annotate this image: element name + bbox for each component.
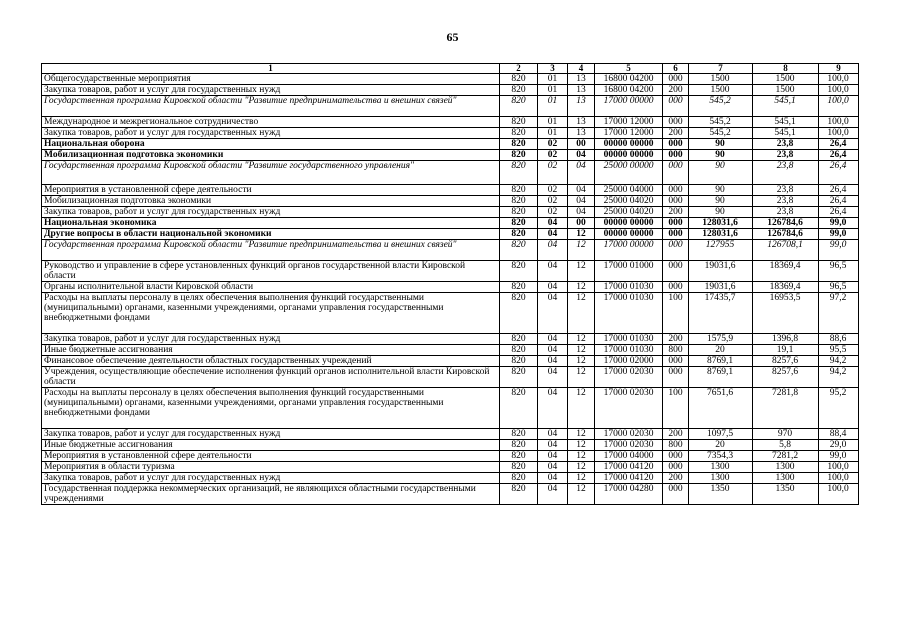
cell-ministry-code: 820 bbox=[500, 334, 538, 345]
cell-section: 04 bbox=[538, 367, 568, 388]
cell-planned: 545,2 bbox=[689, 96, 753, 117]
cell-percent: 96,5 bbox=[819, 261, 859, 282]
cell-expense-type: 000 bbox=[663, 462, 689, 473]
cell-subsection: 12 bbox=[568, 345, 595, 356]
cell-expense-type: 000 bbox=[663, 161, 689, 185]
cell-planned: 90 bbox=[689, 207, 753, 218]
table-row bbox=[42, 334, 859, 345]
column-header: 3 bbox=[538, 64, 568, 74]
cell-target-article: 17000 04000 bbox=[595, 451, 663, 462]
row-name: Органы исполнительной власти Кировской области bbox=[42, 282, 500, 293]
cell-actual: 126708,1 bbox=[753, 240, 819, 261]
cell-section: 04 bbox=[538, 451, 568, 462]
cell-ministry-code: 820 bbox=[500, 139, 538, 150]
cell-ministry-code: 820 bbox=[500, 150, 538, 161]
row-name: Мероприятия в установленной сфере деятельности bbox=[42, 185, 500, 196]
cell-actual: 23,8 bbox=[753, 185, 819, 196]
cell-ministry-code: 820 bbox=[500, 440, 538, 451]
cell-section: 04 bbox=[538, 334, 568, 345]
cell-ministry-code: 820 bbox=[500, 293, 538, 334]
cell-ministry-code: 820 bbox=[500, 462, 538, 473]
cell-percent: 100,0 bbox=[819, 473, 859, 484]
cell-planned: 7651,6 bbox=[689, 388, 753, 429]
cell-expense-type: 000 bbox=[663, 451, 689, 462]
cell-expense-type: 000 bbox=[663, 229, 689, 240]
cell-planned: 90 bbox=[689, 150, 753, 161]
cell-subsection: 00 bbox=[568, 139, 595, 150]
cell-ministry-code: 820 bbox=[500, 282, 538, 293]
header-row bbox=[42, 64, 859, 74]
cell-expense-type: 800 bbox=[663, 440, 689, 451]
row-name: Закупка товаров, работ и услуг для государственных нужд bbox=[42, 85, 500, 96]
cell-expense-type: 000 bbox=[663, 261, 689, 282]
row-name: Учреждения, осуществляющие обеспечение исполнения функций органов исполнительной власти Кировской области bbox=[42, 367, 500, 388]
cell-expense-type: 200 bbox=[663, 85, 689, 96]
cell-expense-type: 000 bbox=[663, 150, 689, 161]
cell-percent: 100,0 bbox=[819, 96, 859, 117]
row-name: Национальная оборона bbox=[42, 139, 500, 150]
cell-target-article: 00000 00000 bbox=[595, 218, 663, 229]
cell-target-article: 17000 04280 bbox=[595, 484, 663, 505]
table-row bbox=[42, 345, 859, 356]
cell-expense-type: 000 bbox=[663, 356, 689, 367]
cell-actual: 23,8 bbox=[753, 150, 819, 161]
cell-expense-type: 200 bbox=[663, 207, 689, 218]
table-row bbox=[42, 196, 859, 207]
column-header: 8 bbox=[753, 64, 819, 74]
cell-expense-type: 200 bbox=[663, 128, 689, 139]
cell-target-article: 25000 00000 bbox=[595, 161, 663, 185]
cell-actual: 8257,6 bbox=[753, 367, 819, 388]
cell-target-article: 17000 01030 bbox=[595, 334, 663, 345]
row-name: Мероприятия в установленной сфере деятельности bbox=[42, 451, 500, 462]
row-name: Закупка товаров, работ и услуг для государственных нужд bbox=[42, 334, 500, 345]
cell-actual: 19,1 bbox=[753, 345, 819, 356]
cell-expense-type: 000 bbox=[663, 117, 689, 128]
row-name: Государственная поддержка некоммерческих организаций, не являющихся областными государственными учреждениями bbox=[42, 484, 500, 505]
cell-planned: 20 bbox=[689, 440, 753, 451]
row-name: Мобилизационная подготовка экономики bbox=[42, 150, 500, 161]
cell-target-article: 17000 02030 bbox=[595, 367, 663, 388]
cell-target-article: 17000 04120 bbox=[595, 473, 663, 484]
column-header: 7 bbox=[689, 64, 753, 74]
cell-planned: 1300 bbox=[689, 473, 753, 484]
cell-ministry-code: 820 bbox=[500, 451, 538, 462]
row-name: Общегосударственные мероприятия bbox=[42, 74, 500, 85]
cell-actual: 23,8 bbox=[753, 207, 819, 218]
table-row bbox=[42, 356, 859, 367]
cell-actual: 18369,4 bbox=[753, 261, 819, 282]
table-row bbox=[42, 282, 859, 293]
cell-percent: 99,0 bbox=[819, 229, 859, 240]
cell-planned: 545,2 bbox=[689, 128, 753, 139]
cell-subsection: 12 bbox=[568, 484, 595, 505]
table-row bbox=[42, 451, 859, 462]
table-row bbox=[42, 85, 859, 96]
cell-percent: 99,0 bbox=[819, 218, 859, 229]
column-header: 2 bbox=[500, 64, 538, 74]
cell-section: 01 bbox=[538, 74, 568, 85]
cell-percent: 26,4 bbox=[819, 207, 859, 218]
cell-target-article: 17000 02030 bbox=[595, 388, 663, 429]
cell-section: 02 bbox=[538, 161, 568, 185]
cell-planned: 1097,5 bbox=[689, 429, 753, 440]
cell-planned: 19031,6 bbox=[689, 261, 753, 282]
table-row bbox=[42, 240, 859, 261]
table-row bbox=[42, 74, 859, 85]
cell-percent: 88,6 bbox=[819, 334, 859, 345]
cell-target-article: 00000 00000 bbox=[595, 139, 663, 150]
cell-expense-type: 000 bbox=[663, 367, 689, 388]
column-header: 4 bbox=[568, 64, 595, 74]
table-row bbox=[42, 429, 859, 440]
cell-section: 04 bbox=[538, 440, 568, 451]
table-header bbox=[42, 64, 859, 74]
cell-actual: 16953,5 bbox=[753, 293, 819, 334]
cell-subsection: 12 bbox=[568, 429, 595, 440]
row-name: Другие вопросы в области национальной экономики bbox=[42, 229, 500, 240]
cell-section: 04 bbox=[538, 462, 568, 473]
cell-subsection: 12 bbox=[568, 440, 595, 451]
cell-ministry-code: 820 bbox=[500, 161, 538, 185]
cell-percent: 88,4 bbox=[819, 429, 859, 440]
cell-section: 04 bbox=[538, 282, 568, 293]
cell-planned: 90 bbox=[689, 185, 753, 196]
cell-percent: 29,0 bbox=[819, 440, 859, 451]
cell-ministry-code: 820 bbox=[500, 345, 538, 356]
cell-actual: 1300 bbox=[753, 473, 819, 484]
cell-subsection: 04 bbox=[568, 161, 595, 185]
cell-ministry-code: 820 bbox=[500, 429, 538, 440]
row-name: Закупка товаров, работ и услуг для государственных нужд bbox=[42, 207, 500, 218]
cell-percent: 26,4 bbox=[819, 161, 859, 185]
cell-ministry-code: 820 bbox=[500, 207, 538, 218]
table-row bbox=[42, 261, 859, 282]
table-row bbox=[42, 484, 859, 505]
cell-actual: 23,8 bbox=[753, 161, 819, 185]
cell-planned: 90 bbox=[689, 161, 753, 185]
cell-ministry-code: 820 bbox=[500, 96, 538, 117]
cell-ministry-code: 820 bbox=[500, 473, 538, 484]
cell-subsection: 13 bbox=[568, 128, 595, 139]
cell-target-article: 17000 02000 bbox=[595, 356, 663, 367]
cell-expense-type: 000 bbox=[663, 196, 689, 207]
cell-expense-type: 200 bbox=[663, 473, 689, 484]
row-name: Закупка товаров, работ и услуг для государственных нужд bbox=[42, 429, 500, 440]
table-row bbox=[42, 440, 859, 451]
cell-ministry-code: 820 bbox=[500, 74, 538, 85]
cell-section: 01 bbox=[538, 128, 568, 139]
cell-target-article: 17000 01000 bbox=[595, 261, 663, 282]
column-header: 9 bbox=[819, 64, 859, 74]
cell-planned: 8769,1 bbox=[689, 367, 753, 388]
cell-section: 02 bbox=[538, 207, 568, 218]
cell-subsection: 12 bbox=[568, 473, 595, 484]
cell-subsection: 12 bbox=[568, 282, 595, 293]
cell-subsection: 04 bbox=[568, 207, 595, 218]
cell-expense-type: 000 bbox=[663, 96, 689, 117]
column-header: 6 bbox=[663, 64, 689, 74]
cell-section: 04 bbox=[538, 261, 568, 282]
table-row bbox=[42, 150, 859, 161]
row-name: Финансовое обеспечение деятельности областных государственных учреждений bbox=[42, 356, 500, 367]
cell-target-article: 17000 02030 bbox=[595, 429, 663, 440]
table-row bbox=[42, 473, 859, 484]
cell-ministry-code: 820 bbox=[500, 388, 538, 429]
cell-percent: 97,2 bbox=[819, 293, 859, 334]
table-row bbox=[42, 207, 859, 218]
cell-percent: 96,5 bbox=[819, 282, 859, 293]
cell-actual: 1500 bbox=[753, 85, 819, 96]
cell-section: 04 bbox=[538, 240, 568, 261]
table-row bbox=[42, 185, 859, 196]
cell-percent: 100,0 bbox=[819, 85, 859, 96]
cell-subsection: 12 bbox=[568, 229, 595, 240]
cell-percent: 99,0 bbox=[819, 451, 859, 462]
table-row bbox=[42, 161, 859, 185]
cell-expense-type: 800 bbox=[663, 345, 689, 356]
cell-section: 02 bbox=[538, 185, 568, 196]
cell-target-article: 17000 01030 bbox=[595, 293, 663, 334]
cell-expense-type: 000 bbox=[663, 185, 689, 196]
table-row bbox=[42, 462, 859, 473]
table-body bbox=[42, 74, 859, 505]
cell-section: 04 bbox=[538, 229, 568, 240]
cell-actual: 126784,6 bbox=[753, 229, 819, 240]
cell-planned: 1575,9 bbox=[689, 334, 753, 345]
cell-expense-type: 000 bbox=[663, 139, 689, 150]
cell-expense-type: 200 bbox=[663, 429, 689, 440]
cell-planned: 1500 bbox=[689, 74, 753, 85]
cell-actual: 1500 bbox=[753, 74, 819, 85]
cell-actual: 545,1 bbox=[753, 96, 819, 117]
cell-percent: 26,4 bbox=[819, 185, 859, 196]
cell-section: 04 bbox=[538, 293, 568, 334]
cell-actual: 23,8 bbox=[753, 139, 819, 150]
cell-planned: 7354,3 bbox=[689, 451, 753, 462]
cell-target-article: 17000 00000 bbox=[595, 96, 663, 117]
cell-actual: 18369,4 bbox=[753, 282, 819, 293]
cell-subsection: 13 bbox=[568, 96, 595, 117]
cell-subsection: 13 bbox=[568, 117, 595, 128]
cell-subsection: 12 bbox=[568, 462, 595, 473]
cell-expense-type: 100 bbox=[663, 388, 689, 429]
cell-subsection: 13 bbox=[568, 85, 595, 96]
cell-percent: 99,0 bbox=[819, 240, 859, 261]
cell-planned: 545,2 bbox=[689, 117, 753, 128]
cell-target-article: 17000 04120 bbox=[595, 462, 663, 473]
cell-ministry-code: 820 bbox=[500, 484, 538, 505]
cell-planned: 90 bbox=[689, 196, 753, 207]
row-name: Руководство и управление в сфере установленных функций органов государственной власти Кировской области bbox=[42, 261, 500, 282]
cell-percent: 100,0 bbox=[819, 462, 859, 473]
table-row bbox=[42, 229, 859, 240]
cell-target-article: 00000 00000 bbox=[595, 229, 663, 240]
cell-ministry-code: 820 bbox=[500, 218, 538, 229]
cell-target-article: 00000 00000 bbox=[595, 150, 663, 161]
table-row bbox=[42, 388, 859, 429]
cell-ministry-code: 820 bbox=[500, 367, 538, 388]
cell-section: 02 bbox=[538, 139, 568, 150]
row-name: Мероприятия в области туризма bbox=[42, 462, 500, 473]
cell-section: 02 bbox=[538, 150, 568, 161]
cell-subsection: 04 bbox=[568, 150, 595, 161]
cell-subsection: 12 bbox=[568, 451, 595, 462]
cell-target-article: 16800 04200 bbox=[595, 85, 663, 96]
cell-section: 04 bbox=[538, 218, 568, 229]
cell-ministry-code: 820 bbox=[500, 117, 538, 128]
cell-actual: 545,1 bbox=[753, 117, 819, 128]
cell-planned: 17435,7 bbox=[689, 293, 753, 334]
cell-actual: 1396,8 bbox=[753, 334, 819, 345]
cell-percent: 100,0 bbox=[819, 484, 859, 505]
cell-percent: 26,4 bbox=[819, 139, 859, 150]
cell-expense-type: 000 bbox=[663, 282, 689, 293]
cell-section: 04 bbox=[538, 429, 568, 440]
column-header: 5 bbox=[595, 64, 663, 74]
cell-section: 01 bbox=[538, 117, 568, 128]
cell-actual: 5,8 bbox=[753, 440, 819, 451]
cell-percent: 26,4 bbox=[819, 150, 859, 161]
table-row bbox=[42, 367, 859, 388]
cell-subsection: 12 bbox=[568, 388, 595, 429]
cell-planned: 127955 bbox=[689, 240, 753, 261]
cell-expense-type: 000 bbox=[663, 218, 689, 229]
table-row bbox=[42, 293, 859, 334]
row-name: Международное и межрегиональное сотрудничество bbox=[42, 117, 500, 128]
cell-planned: 19031,6 bbox=[689, 282, 753, 293]
row-name: Государственная программа Кировской области "Развитие предпринимательства и внешних связей" bbox=[42, 240, 500, 261]
row-name: Государственная программа Кировской области "Развитие предпринимательства и внешних связей" bbox=[42, 96, 500, 117]
cell-ministry-code: 820 bbox=[500, 261, 538, 282]
cell-planned: 128031,6 bbox=[689, 218, 753, 229]
cell-section: 01 bbox=[538, 96, 568, 117]
cell-subsection: 12 bbox=[568, 240, 595, 261]
cell-ministry-code: 820 bbox=[500, 229, 538, 240]
cell-actual: 545,1 bbox=[753, 128, 819, 139]
cell-target-article: 17000 02030 bbox=[595, 440, 663, 451]
table-row bbox=[42, 218, 859, 229]
cell-percent: 94,2 bbox=[819, 367, 859, 388]
cell-target-article: 17000 12000 bbox=[595, 117, 663, 128]
cell-percent: 95,5 bbox=[819, 345, 859, 356]
cell-section: 01 bbox=[538, 85, 568, 96]
cell-section: 04 bbox=[538, 473, 568, 484]
cell-percent: 100,0 bbox=[819, 74, 859, 85]
cell-subsection: 12 bbox=[568, 261, 595, 282]
cell-actual: 7281,8 bbox=[753, 388, 819, 429]
row-name: Иные бюджетные ассигнования bbox=[42, 345, 500, 356]
cell-target-article: 17000 12000 bbox=[595, 128, 663, 139]
cell-planned: 8769,1 bbox=[689, 356, 753, 367]
row-name: Закупка товаров, работ и услуг для государственных нужд bbox=[42, 473, 500, 484]
cell-subsection: 00 bbox=[568, 218, 595, 229]
cell-ministry-code: 820 bbox=[500, 240, 538, 261]
row-name: Расходы на выплаты персоналу в целях обеспечения выполнения функций государственными (муниципальными) органами, казенными учреждениями, органами управления государственными внебюджетными фондами bbox=[42, 388, 500, 429]
cell-section: 04 bbox=[538, 345, 568, 356]
cell-percent: 26,4 bbox=[819, 196, 859, 207]
cell-expense-type: 000 bbox=[663, 484, 689, 505]
cell-ministry-code: 820 bbox=[500, 185, 538, 196]
cell-actual: 1350 bbox=[753, 484, 819, 505]
row-name: Закупка товаров, работ и услуг для государственных нужд bbox=[42, 128, 500, 139]
cell-percent: 100,0 bbox=[819, 128, 859, 139]
cell-percent: 94,2 bbox=[819, 356, 859, 367]
cell-percent: 100,0 bbox=[819, 117, 859, 128]
cell-section: 04 bbox=[538, 484, 568, 505]
cell-ministry-code: 820 bbox=[500, 85, 538, 96]
cell-planned: 1350 bbox=[689, 484, 753, 505]
row-name: Расходы на выплаты персоналу в целях обеспечения выполнения функций государственными (муниципальными) органами, казенными учреждениями, органами управления государственными внебюджетными фондами bbox=[42, 293, 500, 334]
cell-section: 04 bbox=[538, 356, 568, 367]
cell-actual: 1300 bbox=[753, 462, 819, 473]
row-name: Мобилизационная подготовка экономики bbox=[42, 196, 500, 207]
cell-planned: 128031,6 bbox=[689, 229, 753, 240]
cell-subsection: 12 bbox=[568, 334, 595, 345]
cell-subsection: 12 bbox=[568, 356, 595, 367]
cell-subsection: 04 bbox=[568, 185, 595, 196]
cell-target-article: 17000 00000 bbox=[595, 240, 663, 261]
cell-percent: 95,2 bbox=[819, 388, 859, 429]
cell-target-article: 16800 04200 bbox=[595, 74, 663, 85]
cell-ministry-code: 820 bbox=[500, 196, 538, 207]
cell-subsection: 04 bbox=[568, 196, 595, 207]
row-name: Национальная экономика bbox=[42, 218, 500, 229]
cell-target-article: 25000 04020 bbox=[595, 207, 663, 218]
column-header: 1 bbox=[42, 64, 500, 74]
table-row bbox=[42, 139, 859, 150]
budget-table bbox=[41, 63, 859, 505]
table-row bbox=[42, 128, 859, 139]
row-name: Иные бюджетные ассигнования bbox=[42, 440, 500, 451]
cell-expense-type: 000 bbox=[663, 74, 689, 85]
cell-target-article: 17000 01030 bbox=[595, 282, 663, 293]
cell-expense-type: 100 bbox=[663, 293, 689, 334]
cell-planned: 90 bbox=[689, 139, 753, 150]
cell-subsection: 13 bbox=[568, 74, 595, 85]
cell-target-article: 25000 04020 bbox=[595, 196, 663, 207]
cell-target-article: 25000 04000 bbox=[595, 185, 663, 196]
cell-section: 04 bbox=[538, 388, 568, 429]
cell-section: 02 bbox=[538, 196, 568, 207]
cell-subsection: 12 bbox=[568, 367, 595, 388]
cell-planned: 1300 bbox=[689, 462, 753, 473]
cell-expense-type: 000 bbox=[663, 240, 689, 261]
cell-actual: 23,8 bbox=[753, 196, 819, 207]
cell-ministry-code: 820 bbox=[500, 128, 538, 139]
cell-actual: 8257,6 bbox=[753, 356, 819, 367]
page-number: 65 bbox=[446, 30, 459, 44]
cell-planned: 20 bbox=[689, 345, 753, 356]
row-name: Государственная программа Кировской области "Развитие государственного управления" bbox=[42, 161, 500, 185]
cell-ministry-code: 820 bbox=[500, 356, 538, 367]
cell-subsection: 12 bbox=[568, 293, 595, 334]
table-row bbox=[42, 117, 859, 128]
cell-actual: 7281,2 bbox=[753, 451, 819, 462]
cell-expense-type: 200 bbox=[663, 334, 689, 345]
cell-actual: 970 bbox=[753, 429, 819, 440]
cell-actual: 126784,6 bbox=[753, 218, 819, 229]
cell-planned: 1500 bbox=[689, 85, 753, 96]
cell-target-article: 17000 01030 bbox=[595, 345, 663, 356]
table-row bbox=[42, 96, 859, 117]
